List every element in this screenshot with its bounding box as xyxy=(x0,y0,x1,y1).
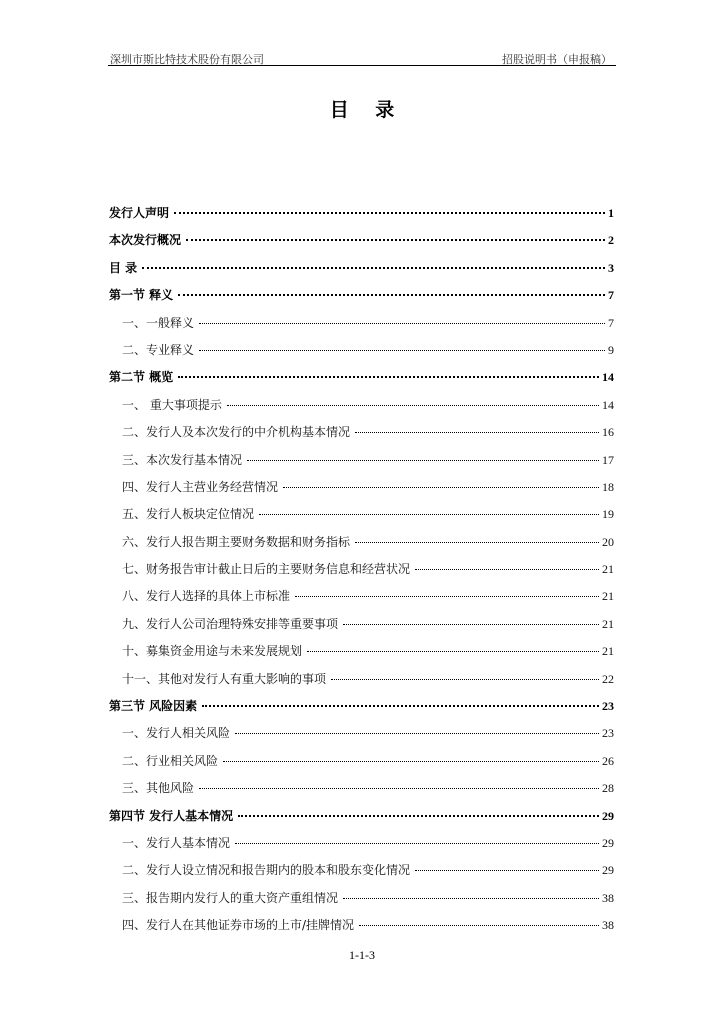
toc-dot-leader xyxy=(283,487,599,488)
toc-section-entry[interactable] xyxy=(109,314,614,341)
toc-dot-leader xyxy=(343,624,599,625)
toc-section-entry[interactable] xyxy=(109,861,614,888)
toc-entry-title: 二、行业相关风险 xyxy=(122,753,219,768)
toc-entry-page: 7 xyxy=(608,288,614,303)
toc-dot-leader xyxy=(199,788,599,789)
toc-section-entry[interactable] xyxy=(109,587,614,614)
toc-entry-page: 16 xyxy=(602,425,614,440)
toc-entry-page: 18 xyxy=(602,479,614,494)
toc-dot-leader xyxy=(295,596,599,597)
toc-entry-title: 第一节 释义 xyxy=(109,288,174,303)
toc-entry-title: 第四节 发行人基本情况 xyxy=(109,808,234,823)
toc-entry-title: 一、发行人基本情况 xyxy=(122,835,231,850)
toc-entry-page: 29 xyxy=(602,808,614,823)
toc-section-entry[interactable] xyxy=(109,834,614,861)
toc-section-entry[interactable] xyxy=(109,889,614,916)
toc-dot-leader xyxy=(359,925,599,926)
toc-entry-title: 八、发行人选择的具体上市标准 xyxy=(122,589,291,604)
toc-dot-leader xyxy=(199,350,605,351)
toc-section-entry[interactable] xyxy=(109,724,614,751)
toc-entry-page: 3 xyxy=(608,260,614,275)
toc-section-entry[interactable] xyxy=(109,423,614,450)
toc-entry-title: 目 录 xyxy=(109,260,138,275)
toc-entry-page: 17 xyxy=(602,452,614,467)
toc-chapter-entry[interactable] xyxy=(109,697,614,724)
toc-entry-title: 五、发行人板块定位情况 xyxy=(122,507,255,522)
toc-section-entry[interactable] xyxy=(109,560,614,587)
toc-dot-leader xyxy=(259,514,599,515)
toc-dot-leader xyxy=(178,294,605,296)
toc-entry-title: 四、发行人在其他证券市场的上市/挂牌情况 xyxy=(122,918,355,933)
toc-section-entry[interactable] xyxy=(109,396,614,423)
toc-dot-leader xyxy=(247,460,599,461)
toc-dot-leader xyxy=(199,323,605,324)
toc-entry-page: 29 xyxy=(602,863,614,878)
toc-section-entry[interactable] xyxy=(109,615,614,642)
toc-entry-title: 三、本次发行基本情况 xyxy=(122,452,243,467)
header-company-name: 深圳市斯比特技术股份有限公司 xyxy=(110,53,264,66)
toc-dot-leader xyxy=(343,898,599,899)
toc-entry-title: 一、 重大事项提示 xyxy=(122,397,222,412)
toc-dot-leader xyxy=(174,212,605,214)
toc-dot-leader xyxy=(186,239,605,241)
header-divider xyxy=(108,65,616,66)
toc-entry-title: 二、发行人及本次发行的中介机构基本情况 xyxy=(122,425,351,440)
toc-section-entry[interactable] xyxy=(109,752,614,779)
toc-entry-page: 19 xyxy=(602,507,614,522)
toc-dot-leader xyxy=(355,432,599,433)
toc-section-entry[interactable] xyxy=(109,451,614,478)
toc-entry-page: 14 xyxy=(602,370,614,385)
toc-entry-title: 九、发行人公司治理特殊安排等重要事项 xyxy=(122,616,339,631)
toc-entry-page: 21 xyxy=(602,616,614,631)
toc-entry-title: 六、发行人报告期主要财务数据和财务指标 xyxy=(122,534,351,549)
toc-dot-leader xyxy=(415,569,599,570)
toc-chapter-entry[interactable] xyxy=(109,231,614,258)
toc-chapter-entry[interactable] xyxy=(109,286,614,313)
toc-entry-title: 二、专业释义 xyxy=(122,342,195,357)
toc-dot-leader xyxy=(142,267,605,269)
header-document-type: 招股说明书（申报稿） xyxy=(502,53,612,66)
toc-entry-title: 发行人声明 xyxy=(109,206,170,220)
toc-chapter-entry[interactable] xyxy=(109,259,614,286)
toc-entry-title: 四、发行人主营业务经营情况 xyxy=(122,479,279,494)
toc-entry-page: 20 xyxy=(602,534,614,549)
page-title: 目 录 xyxy=(329,99,405,121)
toc-entry-title: 二、发行人设立情况和报告期内的股本和股东变化情况 xyxy=(122,863,411,878)
table-of-contents xyxy=(109,204,614,944)
toc-dot-leader xyxy=(178,376,599,378)
toc-dot-leader xyxy=(415,870,599,871)
toc-entry-page: 21 xyxy=(602,562,614,577)
toc-chapter-entry[interactable] xyxy=(109,204,614,231)
toc-entry-title: 七、财务报告审计截止日后的主要财务信息和经营状况 xyxy=(122,562,411,577)
toc-entry-page: 23 xyxy=(602,726,614,741)
toc-dot-leader xyxy=(235,733,599,734)
toc-entry-page: 29 xyxy=(602,835,614,850)
toc-dot-leader xyxy=(202,705,599,707)
toc-entry-page: 14 xyxy=(602,397,614,412)
toc-chapter-entry[interactable] xyxy=(109,807,614,834)
toc-entry-page: 21 xyxy=(602,644,614,659)
toc-entry-page: 1 xyxy=(608,206,614,220)
toc-dot-leader xyxy=(355,542,599,543)
toc-entry-page: 26 xyxy=(602,753,614,768)
toc-section-entry[interactable] xyxy=(109,916,614,943)
toc-entry-page: 21 xyxy=(602,589,614,604)
toc-section-entry[interactable] xyxy=(109,779,614,806)
toc-entry-title: 本次发行概况 xyxy=(109,233,182,248)
toc-entry-title: 十一、其他对发行人有重大影响的事项 xyxy=(122,671,327,686)
toc-chapter-entry[interactable] xyxy=(109,368,614,395)
toc-entry-page: 2 xyxy=(608,233,614,248)
toc-entry-page: 38 xyxy=(602,918,614,933)
toc-entry-page: 7 xyxy=(608,315,614,330)
toc-entry-title: 十、募集资金用途与未来发展规划 xyxy=(122,644,303,659)
toc-section-entry[interactable] xyxy=(109,533,614,560)
toc-dot-leader xyxy=(235,843,599,844)
toc-entry-page: 23 xyxy=(602,699,614,714)
toc-dot-leader xyxy=(223,761,599,762)
toc-entry-title: 三、其他风险 xyxy=(122,781,195,796)
toc-entry-page: 28 xyxy=(602,781,614,796)
toc-entry-page: 9 xyxy=(608,342,614,357)
toc-section-entry[interactable] xyxy=(109,341,614,368)
toc-section-entry[interactable] xyxy=(109,670,614,697)
toc-entry-title: 第三节 风险因素 xyxy=(109,699,198,714)
toc-entry-page: 22 xyxy=(602,671,614,686)
toc-section-entry[interactable] xyxy=(109,478,614,505)
toc-entry-title: 一、发行人相关风险 xyxy=(122,726,231,741)
toc-entry-title: 三、报告期内发行人的重大资产重组情况 xyxy=(122,890,339,905)
page-number: 1-1-3 xyxy=(349,948,375,962)
toc-section-entry[interactable] xyxy=(109,505,614,532)
toc-entry-title: 一、一般释义 xyxy=(122,315,195,330)
toc-dot-leader xyxy=(227,405,599,406)
toc-dot-leader xyxy=(238,815,599,817)
toc-dot-leader xyxy=(331,679,599,680)
toc-entry-page: 38 xyxy=(602,890,614,905)
toc-dot-leader xyxy=(307,651,599,652)
toc-section-entry[interactable] xyxy=(109,642,614,669)
toc-entry-title: 第二节 概览 xyxy=(109,370,174,385)
